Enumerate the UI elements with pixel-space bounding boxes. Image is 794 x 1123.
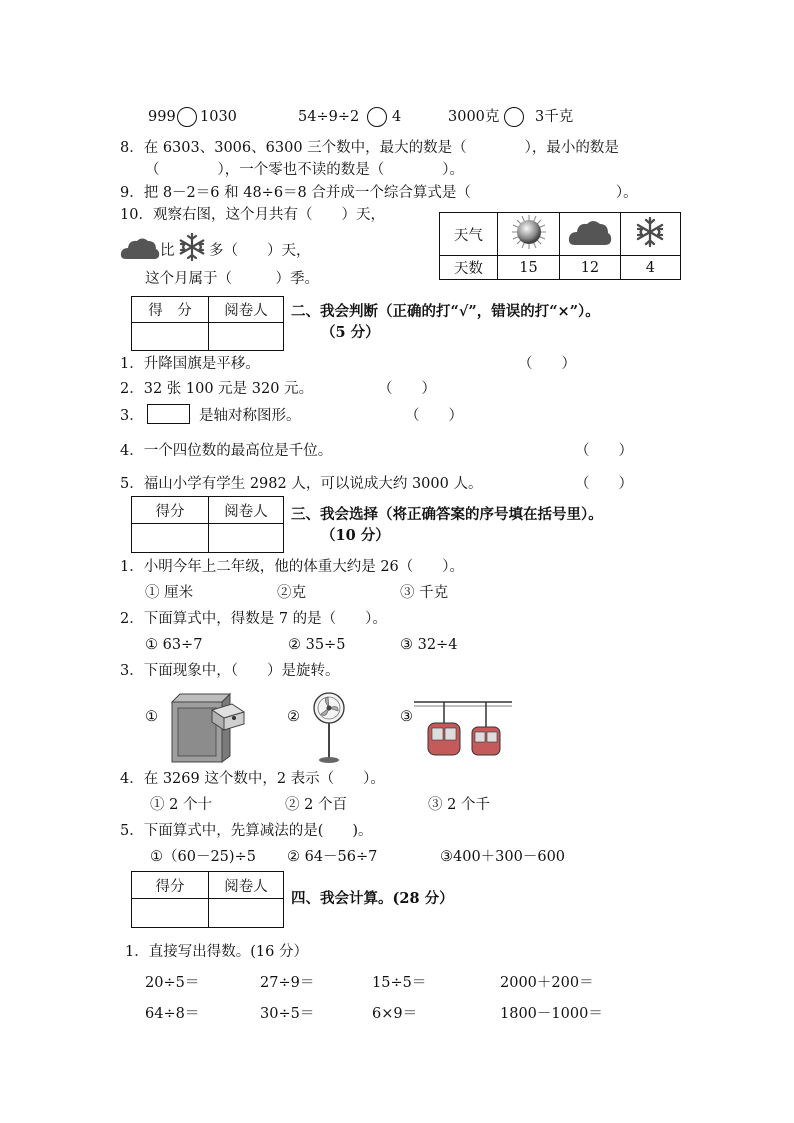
weather-cell-sunny [497,213,559,256]
judge-q1: 1．升降国旗是平移。 [120,356,260,372]
snow-days: 4 [620,256,680,280]
choice-q5-option2[interactable]: ② 64－56÷7 [287,849,378,865]
choice-q2-option2[interactable]: ② 35÷5 [288,637,346,653]
choice-q5-option1[interactable]: ①（60－25)÷5 [150,849,256,865]
judge-q5-paren[interactable]: （ ） [575,476,633,492]
calc-q1: 1．直接写出得数。(16 分） [125,944,308,960]
calc-item: 20÷5＝ [145,975,200,991]
score-cell[interactable] [132,323,209,351]
judge-q3-prefix: 3． [120,408,144,424]
judge-q4: 4．一个四位数的最高位是千位。 [120,443,333,459]
compare-circle-a[interactable] [177,107,197,127]
judge-q2-paren[interactable]: （ ） [378,381,436,397]
weather-cell-cloudy [560,213,621,256]
choice-q2-option1[interactable]: ① 63÷7 [145,637,203,653]
choice-q3: 3．下面现象中，（ ）是旋转。 [120,663,340,679]
choice-q5: 5．下面算式中，先算减法的是( )。 [120,823,373,839]
reviewer-label: 阅卷人 [209,872,284,899]
calc-item: 30÷5＝ [260,1006,315,1022]
choice-q2-option3[interactable]: ③ 32÷4 [400,637,458,653]
question-10-bi: 比 [160,243,175,259]
score-label: 得分 [132,872,209,899]
choice-q1-option1[interactable]: ① 厘米 [145,585,194,601]
reviewer-cell[interactable] [209,899,284,928]
choice-q4-option3[interactable]: ③ 2 个千 [428,797,490,813]
compare-a-left: 999 [148,109,176,125]
choice-q4-option1[interactable]: ① 2 个十 [150,797,212,813]
judge-q3: 是轴对称图形。 [199,408,301,424]
judge-q4-paren[interactable]: （ ） [575,443,633,459]
days-row-label: 天数 [440,256,498,280]
section-3-points: （10 分） [321,527,390,544]
cable-car-image [414,697,512,765]
cloud-icon [120,235,160,261]
choice-q4: 4．在 3269 这个数中，2 表示（ ）。 [120,771,385,787]
cloud-icon [568,217,612,247]
electric-fan-image [308,692,350,764]
question-9: 9．把 8－2＝6 和 48÷6＝8 合并成一个综合算式是（ ）。 [120,185,638,201]
score-label: 得分 [132,497,209,524]
choice-q3-option1[interactable]: ① [145,709,158,725]
reviewer-label: 阅卷人 [209,497,284,524]
weather-cell-snow [620,213,680,256]
cloudy-days: 12 [560,256,621,280]
judge-q5: 5．福山小学有学生 2982 人，可以说成大约 3000 人。 [120,476,483,492]
compare-b-left: 54÷9÷2 [298,109,360,125]
snowflake-icon [177,232,207,262]
question-10-duo: 多（ ）天， [209,243,311,259]
question-8-line1: 8．在 6303、3006、6300 三个数中，最大的数是（ ），最小的数是 [120,140,619,156]
weather-row-label: 天气 [440,213,498,256]
compare-circle-c[interactable] [504,107,524,127]
section-3-title: 三、我会选择（将正确答案的序号填在括号里）。 [291,506,603,523]
score-label: 得 分 [132,297,209,323]
rectangle-figure [147,404,190,424]
choice-q3-option3[interactable]: ③ [400,709,413,725]
reviewer-cell[interactable] [209,323,284,351]
calc-item: 2000＋200＝ [500,975,594,991]
section-2-title: 二、我会判断（正确的打“√”，错误的打“×”）。 [291,303,600,320]
question-10-line3: 这个月属于（ ）季。 [145,271,319,287]
compare-b-right: 4 [392,109,402,125]
question-10-line1: 10．观察右图，这个月共有（ ）天， [120,207,385,223]
choice-q2: 2．下面算式中，得数是 7 的是（ ）。 [120,611,387,627]
section-2-points: （5 分） [321,324,380,341]
reviewer-label: 阅卷人 [209,297,284,323]
choice-q4-option2[interactable]: ② 2 个百 [285,797,347,813]
choice-q3-option2[interactable]: ② [287,709,300,725]
choice-q1-option2[interactable]: ②克 [277,585,306,601]
sun-icon [511,214,547,250]
sunny-days: 15 [497,256,559,280]
compare-c-right: 3千克 [535,109,574,125]
compare-c-left: 3000克 [448,109,500,125]
calc-item: 64÷8＝ [145,1006,200,1022]
judge-q2: 2．32 张 100 元是 320 元。 [120,381,314,397]
reviewer-cell[interactable] [209,524,284,553]
score-box-section-3 [131,496,284,553]
calc-item: 27÷9＝ [260,975,315,991]
drawer-cabinet-image [168,690,246,764]
choice-q1-option3[interactable]: ③ 千克 [400,585,449,601]
calc-item: 15÷5＝ [372,975,427,991]
snowflake-icon [634,216,666,248]
section-4-title: 四、我会计算。(28 分） [291,890,454,907]
score-box-section-4 [131,871,284,928]
score-cell[interactable] [132,899,209,928]
weather-table [439,212,681,280]
calc-item: 1800－1000＝ [500,1006,603,1022]
compare-a-right: 1030 [200,109,237,125]
choice-q5-option3[interactable]: ③400＋300－600 [440,849,566,865]
judge-q3-paren[interactable]: （ ） [405,408,463,424]
compare-circle-b[interactable] [367,107,387,127]
judge-q1-paren[interactable]: （ ） [518,356,576,372]
choice-q1: 1．小明今年上二年级，他的体重大约是 26（ ）。 [120,559,465,575]
score-box-section-2 [131,296,284,351]
calc-item: 6×9＝ [372,1006,418,1022]
question-8-line2: （ ），一个零也不读的数是（ ）。 [145,162,464,178]
score-cell[interactable] [132,524,209,553]
